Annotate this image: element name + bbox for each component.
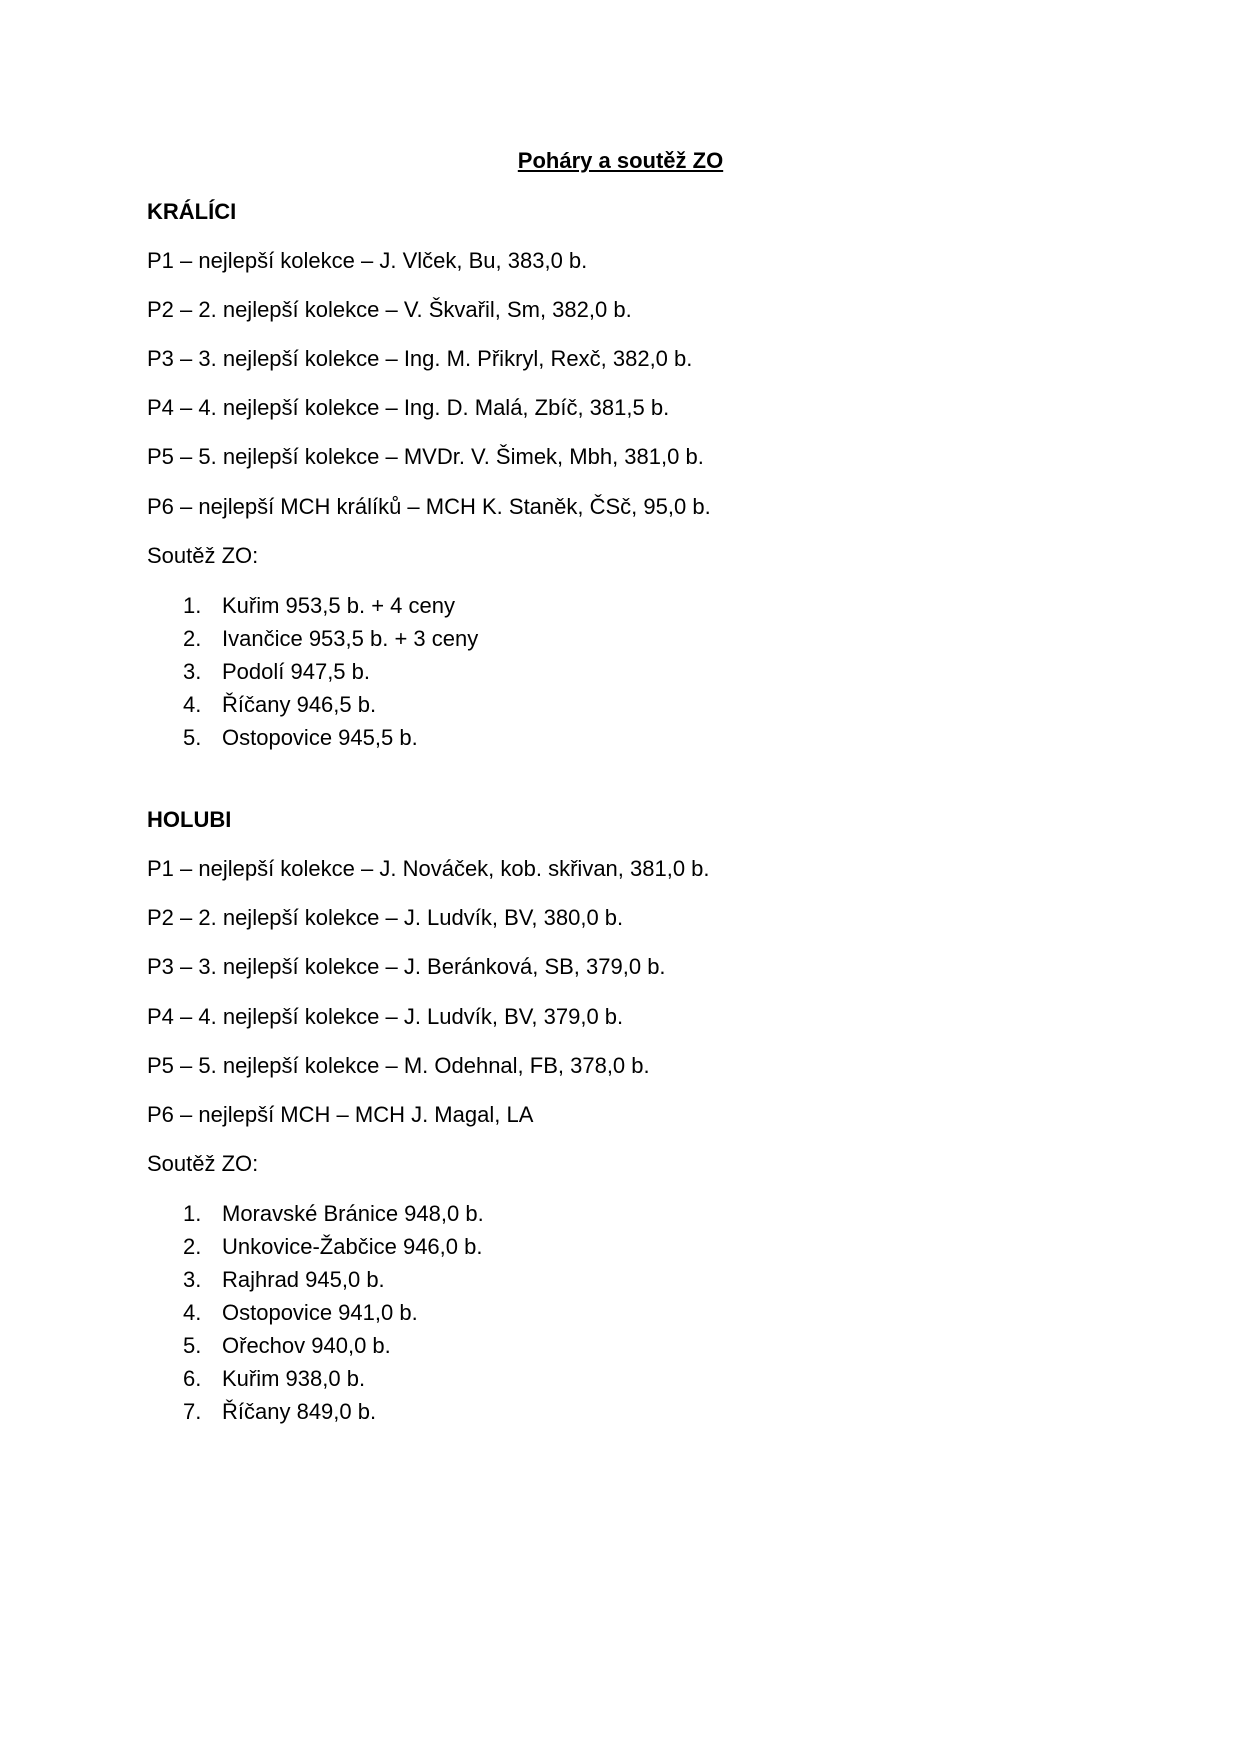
list-item-text: Ostopovice 945,5 b. xyxy=(222,725,418,750)
list-item-number: 4. xyxy=(183,692,202,717)
list-item-text: Unkovice-Žabčice 946,0 b. xyxy=(222,1234,483,1259)
section-heading-holubi: HOLUBI xyxy=(147,807,232,832)
list-item-number: 3. xyxy=(183,1267,202,1292)
list-item-number: 2. xyxy=(183,626,202,651)
list-item-text: Říčany 849,0 b. xyxy=(222,1399,377,1424)
list-item-text: Ivančice 953,5 b. + 3 ceny xyxy=(222,626,479,651)
award-line: P4 – 4. nejlepší kolekce – J. Ludvík, BV, 379,0 b. xyxy=(147,1004,624,1029)
award-line: P6 – nejlepší MCH – MCH J. Magal, LA xyxy=(147,1102,534,1127)
list-item-number: 6. xyxy=(183,1366,202,1391)
award-line: P3 – 3. nejlepší kolekce – J. Beránková, SB, 379,0 b. xyxy=(147,954,666,979)
list-item-text: Podolí 947,5 b. xyxy=(222,659,371,684)
list-item-number: 5. xyxy=(183,725,202,750)
list-item-number: 5. xyxy=(183,1333,202,1358)
section-heading-kralici: KRÁLÍCI xyxy=(147,199,237,224)
award-line: P1 – nejlepší kolekce – J. Nováček, kob. skřivan, 381,0 b. xyxy=(147,856,710,881)
award-line: P1 – nejlepší kolekce – J. Vlček, Bu, 383,0 b. xyxy=(147,248,588,273)
list-item-text: Rajhrad 945,0 b. xyxy=(222,1267,385,1292)
list-item-number: 4. xyxy=(183,1300,202,1325)
list-item-number: 1. xyxy=(183,593,202,618)
award-line: P2 – 2. nejlepší kolekce – V. Škvařil, Sm, 382,0 b. xyxy=(147,297,632,322)
award-line: P3 – 3. nejlepší kolekce – Ing. M. Přikryl, Rexč, 382,0 b. xyxy=(147,346,693,371)
award-line: P5 – 5. nejlepší kolekce – M. Odehnal, FB, 378,0 b. xyxy=(147,1053,650,1078)
list-item-number: 3. xyxy=(183,659,202,684)
award-line: P5 – 5. nejlepší kolekce – MVDr. V. Šimek, Mbh, 381,0 b. xyxy=(147,444,704,469)
award-line: P2 – 2. nejlepší kolekce – J. Ludvík, BV, 380,0 b. xyxy=(147,905,624,930)
competition-label: Soutěž ZO: xyxy=(147,543,259,568)
list-item-text: Kuřim 938,0 b. xyxy=(222,1366,366,1391)
award-line: P6 – nejlepší MCH králíků – MCH K. Staněk, ČSč, 95,0 b. xyxy=(147,494,711,519)
list-item-text: Ořechov 940,0 b. xyxy=(222,1333,391,1358)
competition-label: Soutěž ZO: xyxy=(147,1151,259,1176)
list-item-number: 7. xyxy=(183,1399,202,1424)
list-item-text: Ostopovice 941,0 b. xyxy=(222,1300,418,1325)
list-item-text: Moravské Bránice 948,0 b. xyxy=(222,1201,484,1226)
list-item-text: Kuřim 953,5 b. + 4 ceny xyxy=(222,593,455,618)
list-item-number: 2. xyxy=(183,1234,202,1259)
list-item-number: 1. xyxy=(183,1201,202,1226)
document-title: Poháry a soutěž ZO xyxy=(517,148,724,173)
list-item-text: Říčany 946,5 b. xyxy=(222,692,377,717)
award-line: P4 – 4. nejlepší kolekce – Ing. D. Malá, Zbíč, 381,5 b. xyxy=(147,395,670,420)
